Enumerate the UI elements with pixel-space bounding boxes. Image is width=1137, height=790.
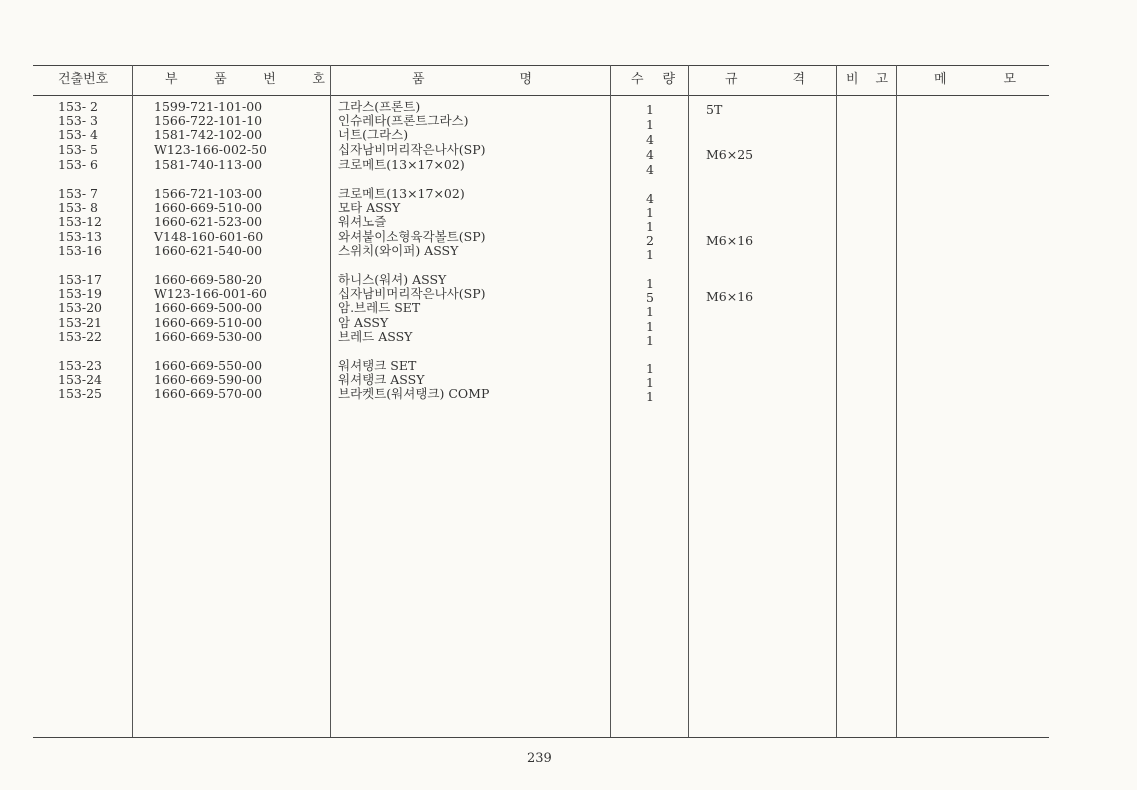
row-name: 암.브레드 SET [338, 300, 421, 315]
row-no: 153-21 [58, 315, 102, 330]
header-name-char: 명 [519, 72, 532, 87]
table-row [0, 386, 1137, 404]
header-qty-char: 수 [631, 72, 644, 87]
table-row [0, 186, 1137, 206]
row-qty: 1 [646, 304, 654, 319]
row-name: 크로메트(13×17×02) [338, 157, 465, 172]
row-no: 153-17 [58, 272, 102, 287]
row-qty: 1 [646, 361, 654, 376]
row-spec: 5T [706, 102, 723, 117]
row-name: 인슈레타(프론트그라스) [338, 113, 469, 128]
row-name: 워셔노즐 [338, 214, 387, 229]
row-spec: M6×25 [706, 147, 754, 162]
row-no: 153-12 [58, 214, 102, 229]
row-qty: 1 [646, 247, 654, 262]
row-name: 너트(그라스) [338, 127, 409, 142]
row-name: 그라스(프론트) [338, 99, 421, 114]
row-part-number: 1660-669-590-00 [154, 372, 263, 387]
header-remark-char: 비 [846, 72, 859, 87]
row-qty: 1 [646, 276, 654, 291]
row-name: 워셔탱크 ASSY [338, 372, 425, 387]
row-qty: 1 [646, 219, 654, 234]
row-part-number: W123-166-002-50 [154, 142, 268, 157]
row-part-number: 1566-721-103-00 [154, 186, 263, 201]
header-no [58, 68, 108, 87]
table-row [0, 315, 1137, 334]
row-name: 와셔붙이소형육각볼트(SP) [338, 229, 486, 244]
row-qty: 4 [646, 147, 654, 162]
row-spec: M6×16 [706, 233, 754, 248]
row-no: 153-23 [58, 358, 102, 373]
header-memo-char: 모 [1003, 72, 1016, 87]
table-row [0, 214, 1137, 234]
row-spec: M6×16 [706, 289, 754, 304]
table-row [0, 127, 1137, 147]
row-name: 모타 ASSY [338, 200, 401, 215]
row-part-number: 1660-621-540-00 [154, 243, 263, 258]
row-qty: 1 [646, 205, 654, 220]
row-name: 크로메트(13×17×02) [338, 186, 465, 201]
row-qty: 4 [646, 191, 654, 206]
table-row [0, 372, 1137, 390]
header-qty-char: 량 [662, 72, 675, 87]
table-row [0, 142, 1137, 162]
row-no: 153- 4 [58, 127, 99, 142]
row-no: 153-24 [58, 372, 102, 387]
header-part-number-char: 품 [214, 72, 227, 87]
row-name: 브레드 ASSY [338, 329, 413, 344]
table-row [0, 99, 1137, 117]
row-no: 153-13 [58, 229, 102, 244]
row-name: 브라켓트(워셔탱크) COMP [338, 386, 490, 401]
row-part-number: 1599-721-101-00 [154, 99, 263, 114]
table-row [0, 286, 1137, 305]
table-row [0, 157, 1137, 177]
row-qty: 1 [646, 333, 654, 348]
row-no: 153- 7 [58, 186, 99, 201]
table-row [0, 358, 1137, 376]
header-part-number-char: 호 [312, 72, 325, 87]
header-memo [934, 68, 1016, 87]
table-row [0, 272, 1137, 291]
header-remark-char: 고 [875, 72, 888, 87]
table-row [0, 200, 1137, 220]
row-name: 십자남비머리작은나사(SP) [338, 286, 486, 301]
row-qty: 4 [646, 162, 654, 177]
row-qty: 1 [646, 375, 654, 390]
row-no: 153-16 [58, 243, 102, 258]
row-name: 하니스(워셔) ASSY [338, 272, 447, 287]
row-part-number: 1660-669-550-00 [154, 358, 263, 373]
row-part-number: 1660-621-523-00 [154, 214, 263, 229]
row-name: 십자남비머리작은나사(SP) [338, 142, 486, 157]
row-qty: 4 [646, 132, 654, 147]
row-qty: 1 [646, 117, 654, 132]
header-spec [725, 68, 805, 87]
header-name-char: 품 [412, 72, 425, 87]
table-row [0, 329, 1137, 348]
table-row [0, 113, 1137, 132]
row-part-number: 1660-669-510-00 [154, 200, 263, 215]
row-no: 153- 5 [58, 142, 99, 157]
row-no: 153- 6 [58, 157, 99, 172]
header-no-label: 건출번호 [58, 72, 109, 87]
row-qty: 1 [646, 102, 654, 117]
row-qty: 1 [646, 319, 654, 334]
row-name: 스위치(와이퍼) ASSY [338, 243, 459, 258]
row-no: 153- 2 [58, 99, 99, 114]
header-part-number-char: 번 [263, 72, 276, 87]
row-no: 153-25 [58, 386, 102, 401]
row-part-number: 1660-669-570-00 [154, 386, 263, 401]
table-row [0, 243, 1137, 262]
row-part-number: 1581-742-102-00 [154, 127, 263, 142]
row-part-number: 1660-669-530-00 [154, 329, 263, 344]
row-qty: 2 [646, 233, 654, 248]
table-row [0, 300, 1137, 319]
row-part-number: W123-166-001-60 [154, 286, 268, 301]
header-memo-char: 메 [934, 72, 947, 87]
row-part-number: 1566-722-101-10 [154, 113, 263, 128]
row-qty: 5 [646, 290, 654, 305]
row-no: 153- 8 [58, 200, 99, 215]
header-part-number-char: 부 [165, 72, 178, 87]
row-part-number: 1660-669-500-00 [154, 300, 263, 315]
table-bottom-rule [33, 737, 1049, 738]
row-part-number: 1660-669-510-00 [154, 315, 263, 330]
row-name: 워셔탱크 SET [338, 358, 417, 373]
header-part-number [165, 68, 325, 87]
table-row [0, 229, 1137, 248]
page-number: 239 [527, 751, 552, 766]
header-name [412, 68, 532, 87]
row-no: 153-19 [58, 286, 102, 301]
header-remark [846, 68, 888, 87]
header-spec-char: 격 [792, 72, 805, 87]
row-name: 암 ASSY [338, 315, 389, 330]
row-part-number: V148-160-601-60 [154, 229, 264, 244]
row-no: 153- 3 [58, 113, 99, 128]
row-qty: 1 [646, 389, 654, 404]
row-no: 153-20 [58, 300, 102, 315]
row-no: 153-22 [58, 329, 102, 344]
header-spec-char: 규 [725, 72, 738, 87]
header-qty [631, 68, 675, 87]
row-part-number: 1581-740-113-00 [154, 157, 263, 172]
row-part-number: 1660-669-580-20 [154, 272, 263, 287]
